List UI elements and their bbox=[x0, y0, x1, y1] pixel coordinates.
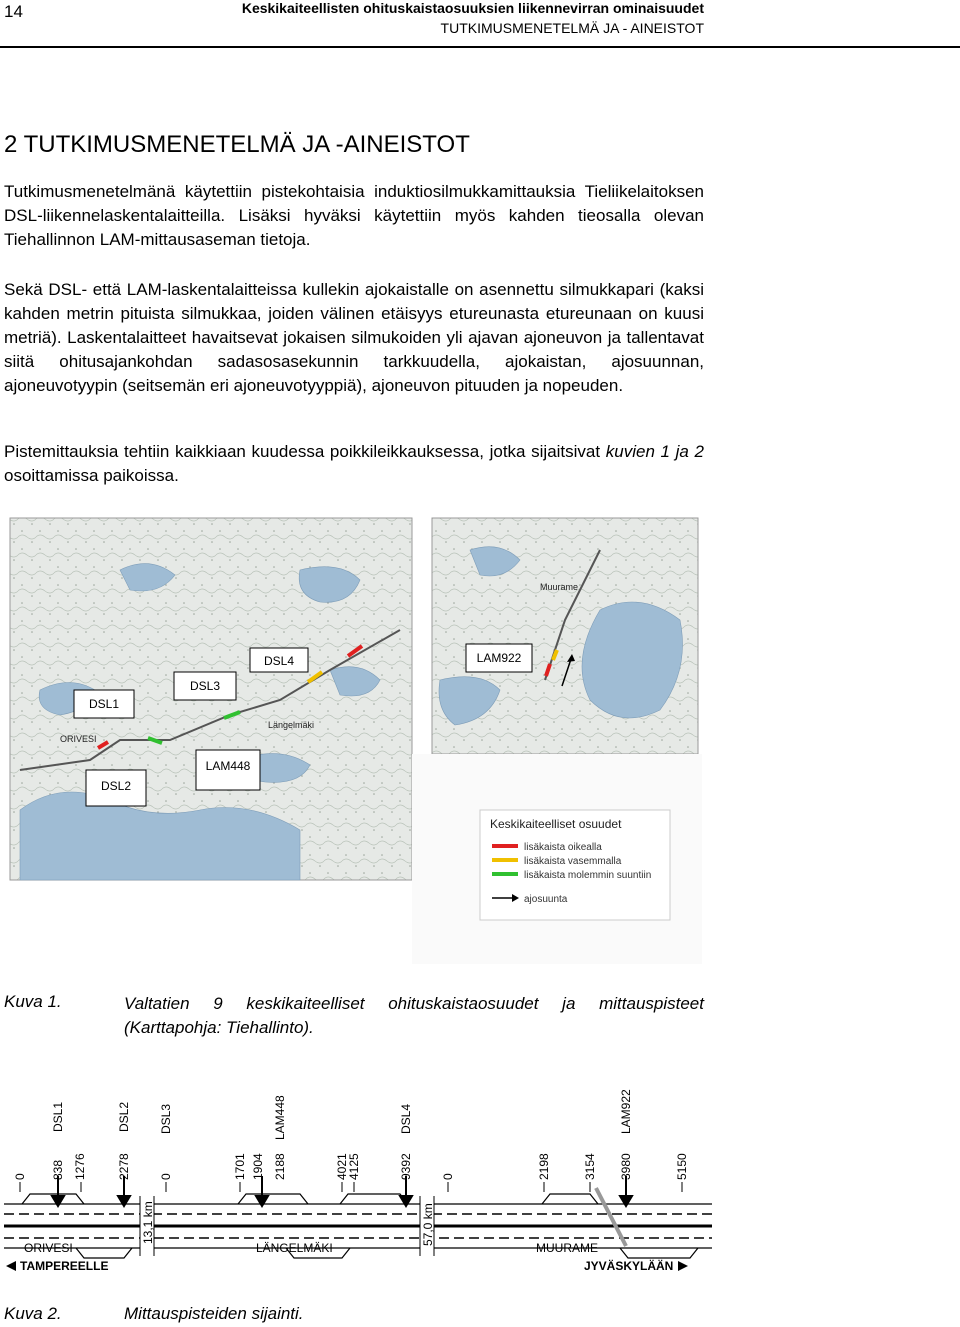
direction-jyvaskylaan: JYVÄSKYLÄÄN bbox=[584, 1259, 674, 1273]
label-dsl2: DSL2 bbox=[100, 779, 132, 793]
figure-1-label: Kuva 1. bbox=[4, 992, 62, 1011]
legend-label-right: lisäkaista oikealla bbox=[524, 842, 602, 853]
tick-5150: 5150 bbox=[675, 1153, 689, 1180]
label-dsl1: DSL1 bbox=[88, 697, 120, 711]
direction-left bbox=[6, 1259, 108, 1273]
tick-2198: 2198 bbox=[537, 1153, 551, 1180]
tick-3154: 3154 bbox=[583, 1153, 597, 1180]
route-map bbox=[0, 510, 720, 970]
label-lam448: LAM448 bbox=[205, 759, 251, 773]
map-place-langelmaki: Längelmäki bbox=[268, 720, 315, 730]
tick-2188: 2188 bbox=[273, 1153, 287, 1180]
tick-1276: 1276 bbox=[73, 1153, 87, 1180]
arrow-right-icon bbox=[678, 1261, 688, 1271]
gap-2-label: 57,0 km bbox=[421, 1203, 435, 1246]
page-number: 14 bbox=[4, 2, 23, 21]
tick-4021: 4021 bbox=[335, 1153, 349, 1180]
running-section: TUTKIMUSMENETELMÄ JA - AINEISTOT bbox=[440, 20, 704, 36]
legend-title: Keskikaiteelliset osuudet bbox=[490, 817, 622, 831]
direction-right bbox=[584, 1258, 688, 1273]
tick-3980: 3980 bbox=[619, 1153, 633, 1180]
tick-838: 838 bbox=[51, 1159, 65, 1180]
tick-1701: 1701 bbox=[233, 1153, 247, 1180]
label-lam922: LAM922 bbox=[476, 651, 522, 665]
paragraph-3 bbox=[4, 440, 704, 488]
place-muurame: MUURAME bbox=[536, 1241, 598, 1255]
station-lam448: LAM448 bbox=[273, 1095, 287, 1140]
paragraph-1: Tutkimusmenetelmänä käytettiin pistekohtaisia induktiosilmukkamittauksia Tieliikelaitoksen DSL-liikennelaskentalaitteilla. Lisäksi hyväksi käytettiin myös kahden tieosalla olevan Tiehallinnon LAM-mittausaseman tietoja. bbox=[4, 182, 704, 249]
place-orivesi: ORIVESI bbox=[24, 1241, 73, 1255]
arrow-left-icon bbox=[6, 1261, 16, 1271]
figure-2-caption: Mittauspisteiden sijainti. bbox=[124, 1304, 304, 1323]
map-place-orivesi: ORIVESI bbox=[60, 734, 97, 744]
paragraph-3-before: Pistemittauksia tehtiin kaikkiaan kuudessa poikkileikkauksessa, jotka sijaitsivat bbox=[4, 442, 606, 461]
tick-1904: 1904 bbox=[251, 1153, 265, 1180]
label-dsl3: DSL3 bbox=[189, 679, 221, 693]
measurement-points-diagram bbox=[0, 1080, 720, 1280]
map-place-muurame: Muurame bbox=[540, 582, 579, 592]
direction-tampereelle: TAMPEREELLE bbox=[20, 1259, 109, 1273]
legend-label-both: lisäkaista molemmin suuntiin bbox=[524, 870, 652, 881]
diagram-vertical-labels bbox=[13, 1089, 689, 1180]
running-title: Keskikaiteellisten ohituskaistaosuuksien liikennevirran ominaisuudet bbox=[241, 0, 704, 16]
station-lam922: LAM922 bbox=[619, 1089, 633, 1134]
station-dsl2: DSL2 bbox=[117, 1101, 131, 1132]
paragraph-2: Sekä DSL- että LAM-laskentalaitteissa kullekin ajokaistalle on asennettu silmukkapari (kaksi kahden metrin pituista silmukkaa, joiden välinen etäisyys etureunasta etureunaan on kuusi metriä). Laskentalaitteet havaitsevat jokaisen silmukoiden yli ajavan ajoneuvon ja tallentavat siitä ohitusajankohdan sadasosasekunnin tarkkuudella, ajokaistan, ajosuunnan, ajoneuvotyypin (seitsemän eri ajoneuvotyyppiä), ajoneuvon pituuden ja nopeuden. bbox=[4, 280, 704, 395]
section-heading: 2 TUTKIMUSMENETELMÄ JA -AINEISTOT bbox=[4, 131, 470, 158]
station-dsl3: DSL3 bbox=[159, 1103, 173, 1134]
gap-1-label: 13,1 km bbox=[141, 1201, 155, 1244]
station-dsl1: DSL1 bbox=[51, 1101, 65, 1132]
paragraph-3-italic: kuvien 1 ja 2 bbox=[605, 442, 704, 461]
tick-2278: 2278 bbox=[117, 1153, 131, 1180]
tick-4125: 4125 bbox=[347, 1153, 361, 1180]
diagram-ticks bbox=[20, 1182, 682, 1192]
tick-0-b: 0 bbox=[159, 1173, 173, 1180]
figure-1-caption: Valtatien 9 keskikaiteelliset ohituskaistaosuudet ja mittauspisteet (Karttapohja: Tiehallinto). bbox=[124, 994, 704, 1037]
tick-9392: 9392 bbox=[399, 1153, 413, 1180]
station-dsl4: DSL4 bbox=[399, 1103, 413, 1134]
legend-label-direction: ajosuunta bbox=[524, 894, 568, 905]
legend-label-left: lisäkaista vasemmalla bbox=[524, 856, 622, 867]
tick-0-a: 0 bbox=[13, 1173, 27, 1180]
figure-2-label: Kuva 2. bbox=[4, 1304, 62, 1323]
map-legend bbox=[480, 810, 670, 920]
place-langelmaki: LÄNGELMÄKI bbox=[256, 1241, 333, 1255]
tick-0-c: 0 bbox=[441, 1173, 455, 1180]
header-rule bbox=[0, 46, 960, 48]
paragraph-3-after: osoittamissa paikoissa. bbox=[4, 466, 179, 485]
label-dsl4: DSL4 bbox=[263, 654, 295, 668]
